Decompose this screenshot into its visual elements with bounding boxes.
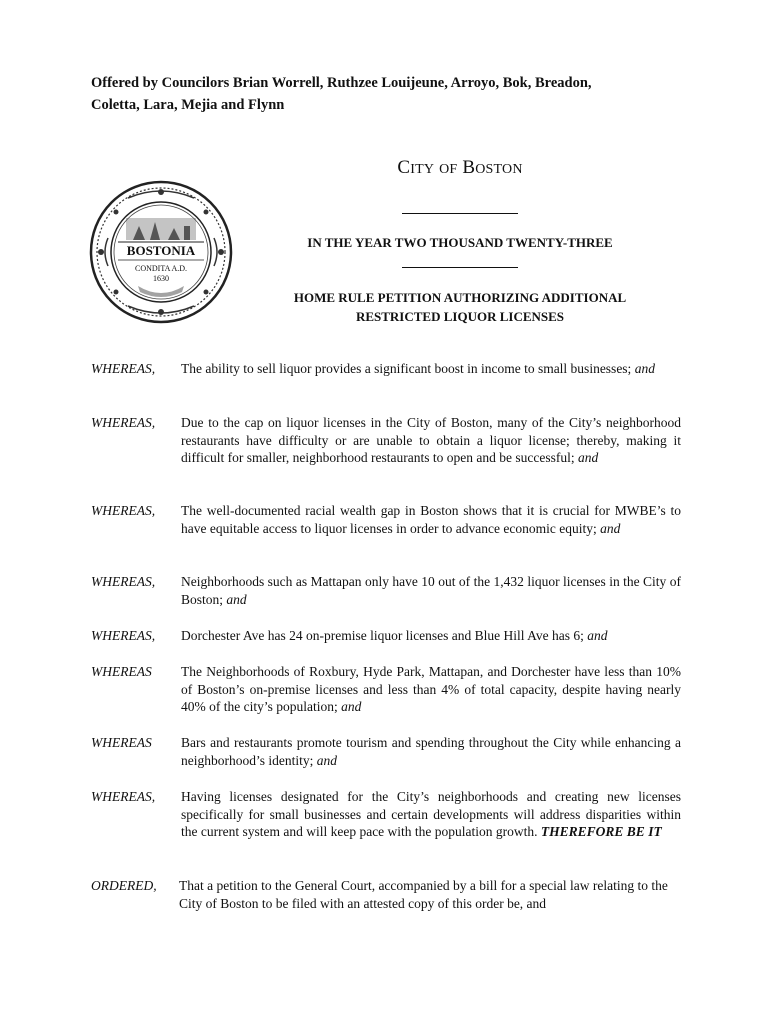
clause [91, 627, 681, 645]
clause-text: Bars and restaurants promote tourism and spending throughout the City while enhancing a neighborhood’s identity; and [181, 735, 681, 768]
clause-text: Neighborhoods such as Mattapan only have 10 out of the 1,432 liquor licenses in the City of Boston; and [181, 574, 681, 607]
clause-text: Due to the cap on liquor licenses in the City of Boston, many of the City’s neighborhood restaurants have difficulty or are unable to obtain a liquor license; thereby, making it difficult for smaller, neighborhood restaurants to open and be successful; and [181, 415, 681, 465]
clause-label: WHEREAS, [91, 789, 156, 804]
city-title-ity: ITY [410, 162, 435, 177]
clause [91, 734, 681, 769]
clause-label: WHEREAS [91, 664, 152, 679]
clause-label: WHEREAS, [91, 361, 156, 376]
clause-label: WHEREAS, [91, 628, 156, 643]
clause [91, 360, 681, 378]
clause-ordered [91, 877, 681, 912]
clause [91, 788, 681, 841]
clause-label: WHEREAS, [91, 503, 156, 518]
clause-text: The ability to sell liquor provides a significant boost in income to small businesses; and [181, 361, 655, 376]
sponsors-line [91, 72, 691, 116]
seal-condita: CONDITA A.D. [134, 264, 188, 273]
title-divider-top [402, 213, 518, 214]
clause-label: WHEREAS, [91, 574, 156, 589]
city-title-of: OF [439, 162, 458, 177]
clause-label: ORDERED, [91, 878, 157, 893]
title-divider-bottom [402, 267, 518, 268]
city-seal-icon [88, 178, 234, 326]
clause [91, 414, 681, 467]
petition-title-line-1: HOME RULE PETITION AUTHORIZING ADDITIONAL [293, 290, 627, 305]
sponsors-line-2: Coletta, Lara, Mejia and Flynn [91, 97, 285, 113]
city-title-b: B [462, 157, 476, 178]
clause-label: WHEREAS [91, 735, 152, 750]
clause-text: Having licenses designated for the City’s neighborhoods and creating new licenses specifically for small businesses and certain developments will address disparities within the current system and will keep pace with the population growth. THEREFORE BE IT [181, 789, 681, 839]
seal-name: BOSTONIA [126, 243, 196, 258]
petition-title [240, 288, 680, 326]
clause-text: Dorchester Ave has 24 on-premise liquor licenses and Blue Hill Ave has 6; and [181, 628, 608, 643]
sponsors-line-1: Offered by Councilors Brian Worrell, Ruthzee Louijeune, Arroyo, Bok, Breadon, [91, 75, 592, 91]
city-title [240, 157, 680, 179]
petition-title-line-2: RESTRICTED LIQUOR LICENSES [355, 309, 565, 324]
clause [91, 502, 681, 537]
clause-text: The well-documented racial wealth gap in Boston shows that it is crucial for MWBE’s to have equitable access to liquor licenses in order to advance economic equity; and [181, 503, 681, 536]
clause-text: The Neighborhoods of Roxbury, Hyde Park, Mattapan, and Dorchester have less than 10% of Boston’s on-premise licenses and less than 4% of total capacity, despite having nearly 40% of the city’s population; and [181, 664, 681, 714]
city-title-c: C [397, 157, 411, 178]
clause [91, 573, 681, 608]
year-line: IN THE YEAR TWO THOUSAND TWENTY-THREE [307, 235, 613, 250]
seal-year: 1630 [153, 274, 169, 283]
city-title-oston: OSTON [475, 162, 523, 177]
clause-label: WHEREAS, [91, 415, 156, 430]
clause-text: That a petition to the General Court, accompanied by a bill for a special law relating to the City of Boston to be filed with an attested copy of this order be, and [179, 878, 668, 911]
clause [91, 663, 681, 716]
